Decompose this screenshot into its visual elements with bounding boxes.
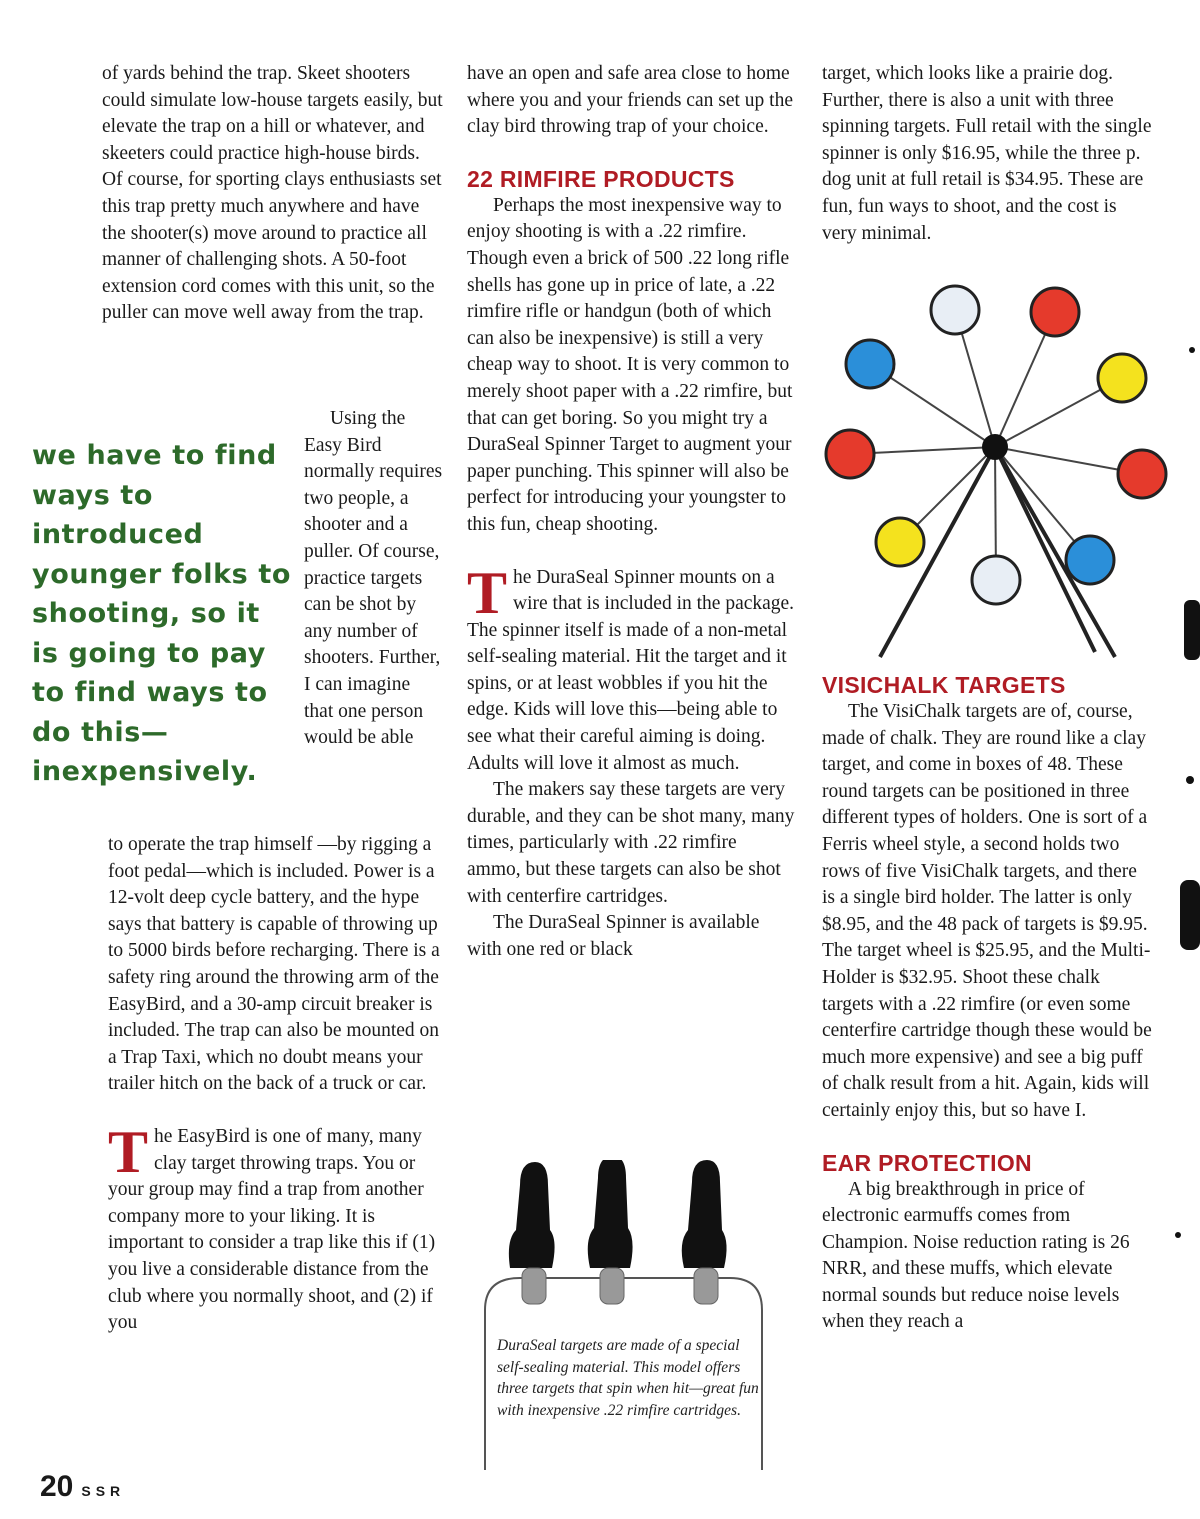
visichalk-wheel-photo	[820, 282, 1180, 662]
spinner-target-photo	[480, 1160, 770, 1470]
paragraph-text: he EasyBird is one of many, many clay target throwing traps. You or your group may find a trap from another company more to your liking. It is important to consider a trap like this if (1) you live a considerable distance from the club where you normally shoot, and (2) if you	[108, 1125, 436, 1334]
pull-quote: we have to find ways to introduced younger folks to shooting, so it is going to pay to find ways to do this—inexpensively.	[32, 440, 291, 787]
edge-scan-marks	[1170, 100, 1200, 1400]
section-heading: VISICHALK TARGETS	[822, 672, 1066, 698]
paragraph-dropcap	[108, 1118, 444, 1337]
paragraph: The VisiChalk targets are of, course, made of chalk. They are round like a clay target, and come in boxes of 48. These round targets can be positioned in three different types of holders. One is sort of a Ferris wheel style, a second holds two rows of five VisiChalk targets, and there is a single bird holder. The latter is only $8.95, and the 48 pack of targets is $9.95. The target wheel is $25.95, and the Multi-Holder is $32.95. Shoot these chalk targets with a .22 rimfire (or even some centerfire cartridge though these would be much more expensive) and see a big puff of chalk result from a hit. Again, kids will certainly enjoy this, but so have I.	[822, 701, 1152, 1121]
paragraph: of yards behind the trap. Skeet shooters could simulate low-house targets easily, but elevate the trap on a hill or whatever, and skeeters could practice high-house birds. Of course, for sporting clays enthusiasts set this trap pretty much anywhere and have the shooter(s) move around to practice all manner of challenging shots. A 50-foot extension cord comes with this unit, so the puller can move well away from the trap.	[102, 63, 443, 324]
paragraph: Perhaps the most inexpensive way to enjoy shooting is with a .22 rimfire. Though even a brick of 500 .22 long rifle shells has gone up in price of late, a .22 rimfire rifle or handgun (both of which can also be inexpensive) is still a very cheap way to shoot. It is very common to merely shoot paper with a .22 rimfire, but that can get boring. So you might try a DuraSeal Spinner Target to augment your paper punching. This spinner will also be perfect for introducing your youngster to this fun, cheap shooting.	[467, 194, 793, 535]
paragraph-dropcap	[467, 559, 795, 778]
column-3-bottom	[822, 671, 1152, 1336]
paragraph: to operate the trap himself —by rigging a foot pedal—which is included. Power is a 12-volt deep cycle battery, and the hype says that battery is capable of throwing up to 5000 birds before recharging. There is a safety ring around the throwing arm of the EasyBird, and a 30-amp circuit breaker is included. The trap can also be mounted on a Trap Taxi, which no doubt means your trailer hitch on the back of a truck or car.	[108, 834, 440, 1095]
magazine-initials: SSR	[81, 1483, 126, 1499]
paragraph: target, which looks like a prairie dog. Further, there is also a unit with three spinning targets. Full retail with the single spinner is only $16.95, while the three p. dog unit at full retail is $34.95. These are fun, fun ways to shoot, and the cost is very minimal.	[822, 63, 1152, 244]
column-1-top	[102, 61, 444, 327]
paragraph-text: he DuraSeal Spinner mounts on a wire that is included in the package. The spinner itself is made of a non-metal self-sealing material. Hit the target and it spins, or at least wobbles if you hit the edge. Kids will love this—being able to see what their careful aiming is doing. Adults will love it almost as much.	[467, 566, 795, 774]
drop-cap: T	[467, 559, 508, 626]
paragraph: The makers say these targets are very durable, and they can be shot many, many times, particularly with .22 rimfire ammo, but these targets can also be shot with centerfire cartridges.	[467, 779, 795, 907]
column-1-bottom	[108, 832, 444, 1337]
paragraph: Using the Easy Bird normally requires two people, a shooter and a puller. Of course, practice targets can be shot by any number of shooters. Further, I can imagine that one person would be able	[304, 408, 443, 749]
column-1-narrow	[304, 406, 444, 752]
paragraph: The DuraSeal Spinner is available with one red or black	[467, 912, 760, 960]
column-2	[467, 61, 795, 963]
page-number: 20	[40, 1470, 74, 1503]
page-footer	[40, 1470, 125, 1504]
section-heading: EAR PROTECTION	[822, 1149, 1032, 1176]
paragraph: have an open and safe area close to home where you and your friends can set up the clay bird throwing trap of your choice.	[467, 63, 793, 138]
section-heading: 22 RIMFIRE PRODUCTS	[467, 165, 735, 192]
photo-caption: DuraSeal targets are made of a special self-sealing material. This model offers three targets that spin when hit—great fun with inexpensive .22 rimfire cartridges.	[497, 1337, 759, 1419]
drop-cap: T	[108, 1118, 149, 1185]
column-3-top	[822, 61, 1152, 247]
paragraph: A big breakthrough in price of electronic earmuffs comes from Champion. Noise reduction rating is 26 NRR, and these muffs, which elevate normal sounds but reduce noise levels when they reach a	[822, 1178, 1130, 1333]
